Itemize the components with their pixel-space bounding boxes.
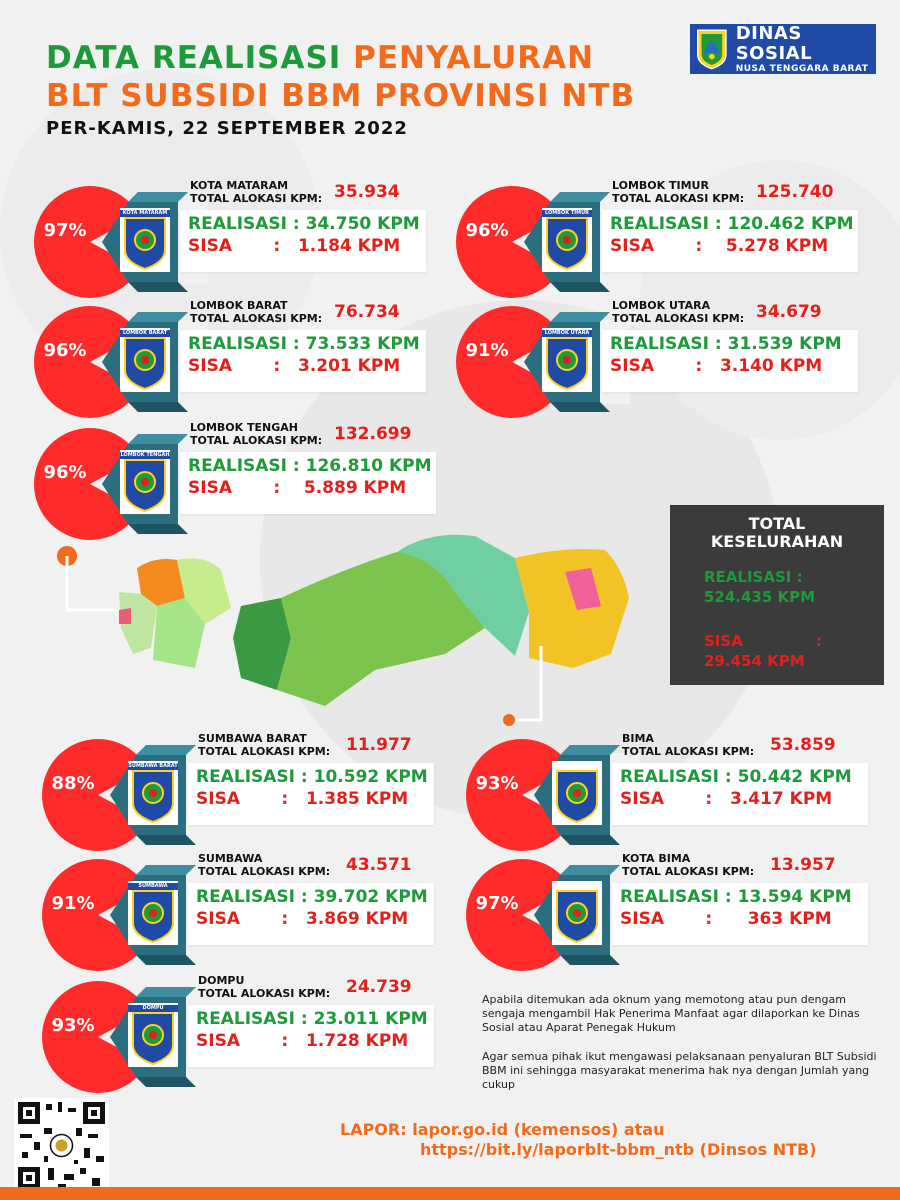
total-heading: TOTAL KESELURAHAN: [710, 514, 844, 551]
alloc-label: TOTAL ALOKASI KPM:: [612, 192, 745, 205]
region-card-bima: [460, 733, 900, 853]
region-card-sumbawa: [36, 853, 486, 973]
page-title-line-1: [46, 40, 594, 76]
regency-emblem-icon: [120, 450, 170, 514]
pct-label: 97%: [475, 893, 519, 914]
realisasi-text: REALISASI : 120.462 KPM: [610, 214, 854, 234]
page-subtitle: PER-KAMIS, 22 SEPTEMBER 2022: [46, 118, 408, 139]
alloc-value: 13.957: [770, 855, 836, 875]
total-sisa: SISA : 29.454 KPM: [704, 632, 822, 670]
kpm-box: [180, 210, 426, 272]
realisasi-text: REALISASI : 34.750 KPM: [188, 214, 420, 234]
pct-label: 91%: [465, 340, 509, 361]
alloc-value: 76.734: [334, 302, 400, 322]
region-card-kota-bima: [460, 853, 900, 973]
pct-label: 91%: [51, 893, 95, 914]
sisa-text: SISA : 1.184 KPM: [188, 236, 401, 256]
region-name: DOMPU: [198, 974, 245, 987]
alloc-value: 132.699: [334, 424, 412, 444]
pct-label: 96%: [465, 220, 509, 241]
kpm-box: [612, 763, 868, 825]
sisa-text: SISA : 3.201 KPM: [188, 356, 401, 376]
alloc-label: TOTAL ALOKASI KPM:: [198, 745, 331, 758]
logo-line-2: NUSA TENGGARA BARAT: [735, 64, 869, 74]
regency-emblem-icon: [552, 881, 602, 945]
kpm-box: [188, 1005, 434, 1067]
region-card-kota-mataram: [28, 180, 478, 300]
pct-label: 96%: [43, 462, 87, 483]
realisasi-text: REALISASI : 31.539 KPM: [610, 334, 842, 354]
alloc-value: 43.571: [346, 855, 412, 875]
note-paragraph-1: Apabila ditemukan ada oknum yang memotong atau pun dengam sengaja mengambil Hak Penerima Manfaat agar dilaporkan ke Dinas Sosial atau Aparat Penegak Hukum: [482, 993, 860, 1034]
region-name: KOTA MATARAM: [190, 179, 289, 192]
emblem-label: SUMBAWA BARAT: [128, 763, 178, 769]
kpm-box: [188, 763, 434, 825]
regency-emblem-icon: [120, 208, 170, 272]
realisasi-text: REALISASI : 73.533 KPM: [188, 334, 420, 354]
page-title-line-2: BLT SUBSIDI BBM PROVINSI NTB: [46, 78, 636, 114]
pct-label: 97%: [43, 220, 87, 241]
sisa-text: SISA : 3.869 KPM: [196, 909, 409, 929]
alloc-label: TOTAL ALOKASI KPM:: [622, 745, 755, 758]
alloc-label: TOTAL ALOKASI KPM:: [198, 987, 331, 1000]
region-name: LOMBOK TENGAH: [190, 421, 298, 434]
title-orange: PENYALURAN: [353, 40, 595, 76]
sisa-text: SISA : 363 KPM: [620, 909, 832, 929]
regency-emblem-icon: [128, 1003, 178, 1067]
sisa-text: SISA : 5.278 KPM: [610, 236, 829, 256]
realisasi-text: REALISASI : 126.810 KPM: [188, 456, 432, 476]
map-kota-mataram: [119, 608, 131, 624]
lapor-link-2[interactable]: https://bit.ly/laporblt-bbm_ntb (Dinsos NTB): [420, 1140, 817, 1159]
footer-bar: [0, 1187, 900, 1200]
region-card-lombok-barat: [28, 300, 478, 420]
kpm-box: [612, 883, 868, 945]
emblem-label: DOMPU: [128, 1005, 178, 1012]
region-name: BIMA: [622, 732, 654, 745]
pct-label: 96%: [43, 340, 87, 361]
alloc-value: 34.679: [756, 302, 822, 322]
pct-label: 88%: [51, 773, 95, 794]
alloc-value: 24.739: [346, 977, 412, 997]
regency-emblem-icon: [542, 208, 592, 272]
region-name: SUMBAWA: [198, 852, 263, 865]
alloc-value: 125.740: [756, 182, 834, 202]
regency-emblem-icon: [542, 328, 592, 392]
alloc-value: 11.977: [346, 735, 412, 755]
realisasi-text: REALISASI : 50.442 KPM: [620, 767, 852, 787]
realisasi-text: REALISASI : 23.011 KPM: [196, 1009, 428, 1029]
pct-label: 93%: [475, 773, 519, 794]
lapor-link-1[interactable]: lapor.go.id (kemensos) atau: [412, 1120, 665, 1139]
emblem-label: LOMBOK TENGAH: [120, 452, 170, 458]
region-name: SUMBAWA BARAT: [198, 732, 307, 745]
sisa-text: SISA : 1.385 KPM: [196, 789, 409, 809]
total-realisasi: REALISASI : 524.435 KPM: [704, 568, 816, 606]
alloc-value: 53.859: [770, 735, 836, 755]
kpm-box: [180, 330, 426, 392]
kpm-box: [602, 210, 858, 272]
region-card-lombok-utara: [450, 300, 900, 420]
title-green: DATA REALISASI: [46, 40, 342, 76]
qr-code-icon[interactable]: [14, 1098, 109, 1193]
kpm-box: [602, 330, 858, 392]
regency-emblem-icon: [128, 881, 178, 945]
alloc-label: TOTAL ALOKASI KPM:: [190, 312, 323, 325]
sisa-text: SISA : 5.889 KPM: [188, 478, 407, 498]
region-card-lombok-tengah: [28, 422, 478, 542]
realisasi-text: REALISASI : 39.702 KPM: [196, 887, 428, 907]
region-name: LOMBOK UTARA: [612, 299, 711, 312]
region-card-sumbawa-barat: [36, 733, 486, 853]
map-bima: [515, 549, 629, 668]
realisasi-text: REALISASI : 10.592 KPM: [196, 767, 428, 787]
dinas-sosial-logo: [690, 24, 876, 74]
regency-emblem-icon: [120, 328, 170, 392]
region-name: LOMBOK TIMUR: [612, 179, 709, 192]
lapor-line-1: [340, 1120, 665, 1139]
alloc-label: TOTAL ALOKASI KPM:: [190, 434, 323, 447]
lapor-label: LAPOR:: [340, 1120, 407, 1139]
note-paragraph-2: Agar semua pihak ikut mengawasi pelaksanaan penyaluran BLT Subsidi BBM ini sehingga masyarakat menerima hak nya dengan Jumlah yang cukup: [482, 1050, 877, 1091]
alloc-label: TOTAL ALOKASI KPM:: [612, 312, 745, 325]
emblem-label: LOMBOK BARAT: [120, 330, 170, 337]
sisa-text: SISA : 1.728 KPM: [196, 1031, 409, 1051]
pct-label: 93%: [51, 1015, 95, 1036]
emblem-label: LOMBOK UTARA: [542, 330, 592, 337]
alloc-label: TOTAL ALOKASI KPM:: [190, 192, 323, 205]
regency-emblem-icon: [128, 761, 178, 825]
region-card-lombok-timur: [450, 180, 900, 300]
kpm-box: [180, 452, 436, 514]
alloc-value: 35.934: [334, 182, 400, 202]
logo-line-1: DINAS SOSIAL: [735, 23, 813, 64]
map-marker-sumbawa: [503, 714, 515, 726]
total-summary-box: [670, 505, 884, 685]
sisa-text: SISA : 3.417 KPM: [620, 789, 833, 809]
region-card-dompu: [36, 975, 486, 1095]
alloc-label: TOTAL ALOKASI KPM:: [198, 865, 331, 878]
emblem-label: KOTA MATARAM: [120, 210, 170, 217]
ntb-map: [45, 528, 675, 728]
sisa-text: SISA : 3.140 KPM: [610, 356, 823, 376]
alloc-label: TOTAL ALOKASI KPM:: [622, 865, 755, 878]
region-name: KOTA BIMA: [622, 852, 691, 865]
emblem-label: LOMBOK TIMUR: [542, 210, 592, 217]
kpm-box: [188, 883, 434, 945]
emblem-label: SUMBAWA: [128, 883, 178, 890]
realisasi-text: REALISASI : 13.594 KPM: [620, 887, 852, 907]
ntb-emblem-icon: [694, 27, 730, 71]
region-name: LOMBOK BARAT: [190, 299, 288, 312]
regency-emblem-icon: [552, 761, 602, 825]
